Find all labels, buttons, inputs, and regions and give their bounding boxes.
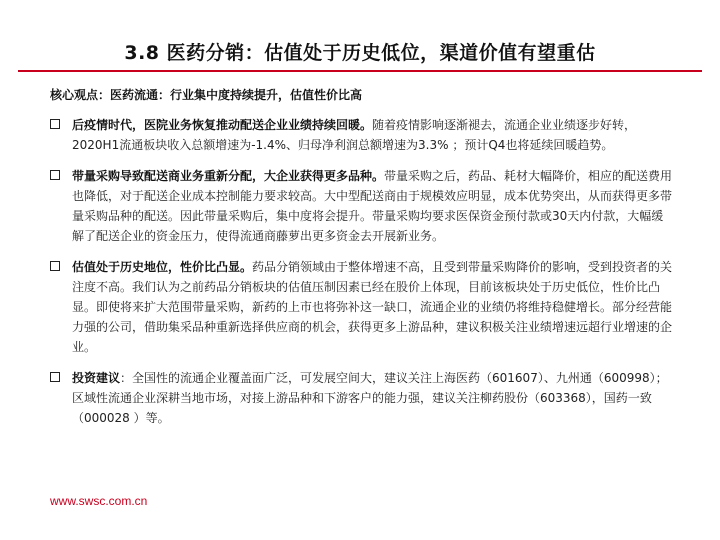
- square-bullet-icon: [50, 170, 60, 180]
- title-divider: [18, 70, 702, 72]
- bullet-body: 随着疫情影响逐渐褪去，流通企业业绩逐步好转，2020H1流通板块收入总额增速为-1.4%、归母净利润总额增速为3.3% ；预计Q4也将延续回暖趋势。: [72, 118, 637, 152]
- square-bullet-icon: [50, 261, 60, 271]
- bullet-lead: 带量采购导致配送商业务重新分配，大企业获得更多品种。: [72, 169, 385, 183]
- bullet-item-valuation: [50, 257, 675, 357]
- square-bullet-icon: [50, 372, 60, 382]
- bullet-lead: 后疫情时代，医院业务恢复推动配送企业业绩持续回暖。: [72, 118, 373, 132]
- page-title: 3.8 医药分销：估值处于历史低位，渠道价值有望重估: [124, 42, 596, 64]
- bullet-lead: 估值处于历史地位，性价比凸显。: [72, 260, 253, 274]
- bullet-item-investment-advice: [50, 368, 675, 428]
- bullet-body: 药品分销领域由于整体增速不高，且受到带量采购降价的影响，受到投资者的关注度不高。我们认为之前药品分销板块的估值压制因素已经在股价上体现，目前该板块处于历史低位，性价比凸显。即使将来扩大范围带量采购，新药的上市也将弥补这一缺口，流通企业的业绩仍将维持稳健增长。部分经营能力强的公司，借助集采品种重新选择供应商的机会，获得更多上游品种，建议积极关注业绩增速远超行业增速的企业。: [72, 260, 673, 354]
- bullet-lead: 投资建议: [72, 371, 121, 385]
- bullet-item-post-pandemic: [50, 115, 675, 155]
- bullet-body: ：全国性的流通企业覆盖面广泛，可发展空间大，建议关注上海医药（601607）、九州通（600998）；区域性流通企业深耕当地市场，对接上游品种和下游客户的能力强，建议关注柳药股份（603368），国药一致（000028 ）等。: [72, 371, 668, 425]
- bullet-body: 带量采购之后，药品、耗材大幅降价，相应的配送费用也降低，对于配送企业成本控制能力要求较高。大中型配送商由于规模效应明显，成本优势突出，从而获得更多带量采购品种的配送。因此带量采购后，集中度将会提升。带量采购均要求医保资金预付款或30天内付款，大幅缓解了配送企业的资金压力，使得流通商藤萝出更多资金去开展新业务。: [72, 169, 673, 243]
- square-bullet-icon: [50, 119, 60, 129]
- bullet-list: [50, 115, 675, 439]
- footer-website-link[interactable]: www.swsc.com.cn: [50, 494, 148, 508]
- core-view-heading: 核心观点：医药流通：行业集中度持续提升，估值性价比高: [50, 88, 363, 102]
- bullet-item-volume-procurement: [50, 166, 675, 246]
